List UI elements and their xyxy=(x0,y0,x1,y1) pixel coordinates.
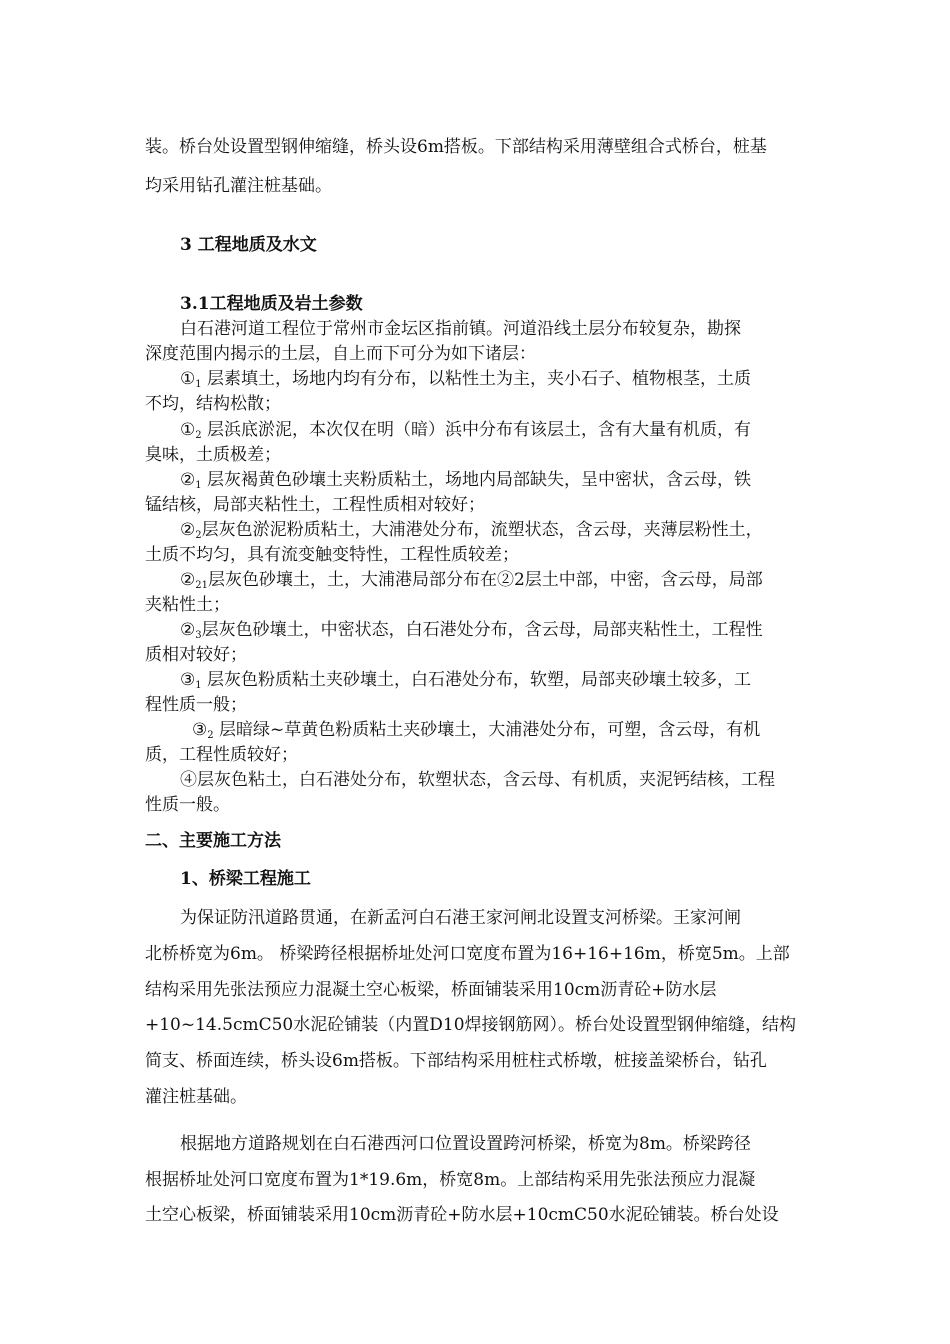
soil-layer-item: $②_{21}$层灰色砂壤土，土，大浦港局部分布在②2层土中部，中密，含云母，局部 xyxy=(180,570,763,591)
paragraph-line: 为保证防汛道路贯通，在新孟河白石港王家河闸北设置支河桥梁。王家河闸 xyxy=(180,908,741,928)
paragraph-line: 根据地方道路规划在白石港西河口位置设置跨河桥梁，桥宽为8m。桥梁跨径 xyxy=(180,1134,751,1154)
paragraph-line: 质，工程性质较好； xyxy=(145,745,298,765)
paragraph-line: 质相对较好； xyxy=(145,645,247,665)
soil-layer-item: $①_2$ 层浜底淤泥，本次仅在明（暗）浜中分布有该层土，含有大量有机质，有 xyxy=(180,420,752,441)
subsection-heading-bridge: 1、桥梁工程施工 xyxy=(180,869,311,889)
paragraph-line: 根据桥址处河口宽度布置为1*19.6m，桥宽8m。上部结构采用先张法预应力混凝 xyxy=(145,1170,756,1190)
paragraph-line: 锰结核，局部夹粘性土，工程性质相对较好； xyxy=(145,495,485,515)
paragraph-line: 土空心板梁，桥面铺装采用10cm沥青砼+防水层+10cmC50水泥砼铺装。桥台处设 xyxy=(145,1205,779,1225)
paragraph-line: 简支、桥面连续，桥头设6m搭板。下部结构采用桩柱式桥墩，桩接盖梁桥台，钻孔 xyxy=(145,1051,767,1071)
section-heading-3: 3 工程地质及水文 xyxy=(180,235,317,255)
section-heading-2: 二、主要施工方法 xyxy=(145,831,281,851)
paragraph-line: 程性质一般； xyxy=(145,695,247,715)
paragraph-line: 深度范围内揭示的土层，自上而下可分为如下诸层： xyxy=(145,344,536,364)
paragraph-line: +10~14.5cmC50水泥砼铺装（内置D10焊接钢筋网）。桥台处设置型钢伸缩缝，结构 xyxy=(145,1015,797,1035)
paragraph-line: 均采用钻孔灌注桩基础。 xyxy=(145,176,332,196)
paragraph-line: 不均，结构松散； xyxy=(145,394,281,414)
paragraph-line: 北桥桥宽为6m。 桥梁跨径根据桥址处河口宽度布置为16+16+16m，桥宽5m。上部 xyxy=(145,944,790,964)
paragraph-line: 臭味，土质极差； xyxy=(145,445,281,465)
paragraph-line: 夹粘性土； xyxy=(145,595,230,615)
soil-layer-item: $③_1$ 层灰色粉质粘土夹砂壤土，白石港处分布，软塑，局部夹砂壤土较多，工 xyxy=(180,670,752,691)
soil-layer-item: $③_2$ 层暗绿~草黄色粉质粘土夹砂壤土，大浦港处分布，可塑，含云母，有机 xyxy=(192,720,761,741)
paragraph-line: 土质不均匀，具有流变触变特性，工程性质较差； xyxy=(145,545,519,565)
soil-layer-item: $①_1$ 层素填土，场地内均有分布，以粘性土为主，夹小石子、植物根茎，土质 xyxy=(180,369,752,390)
soil-layer-item: $②_3$层灰色砂壤土，中密状态，白石港处分布，含云母，局部夹粘性土，工程性 xyxy=(180,620,763,641)
paragraph-line: 结构采用先张法预应力混凝土空心板梁，桥面铺装采用10cm沥青砼+防水层 xyxy=(145,980,717,1000)
paragraph-line: 性质一般。 xyxy=(145,795,230,815)
paragraph-line: 白石港河道工程位于常州市金坛区指前镇。河道沿线土层分布较复杂，勘探 xyxy=(180,319,741,339)
soil-layer-item: $②_2$层灰色淤泥粉质粘土，大浦港处分布，流塑状态，含云母，夹薄层粉性土， xyxy=(180,520,763,541)
subsection-heading-3-1: 3.1工程地质及岩土参数 xyxy=(180,294,363,314)
paragraph-line: 装。桥台处设置型钢伸缩缝，桥头设6m搭板。下部结构采用薄壁组合式桥台，桩基 xyxy=(145,137,767,157)
paragraph-line: 灌注桩基础。 xyxy=(145,1087,247,1107)
soil-layer-item: ④层灰色粘土，白石港处分布，软塑状态，含云母、有机质，夹泥钙结核，工程 xyxy=(180,770,775,790)
soil-layer-item: $②_1$ 层灰褐黄色砂壤土夹粉质粘土，场地内局部缺失，呈中密状，含云母，铁 xyxy=(180,470,752,491)
